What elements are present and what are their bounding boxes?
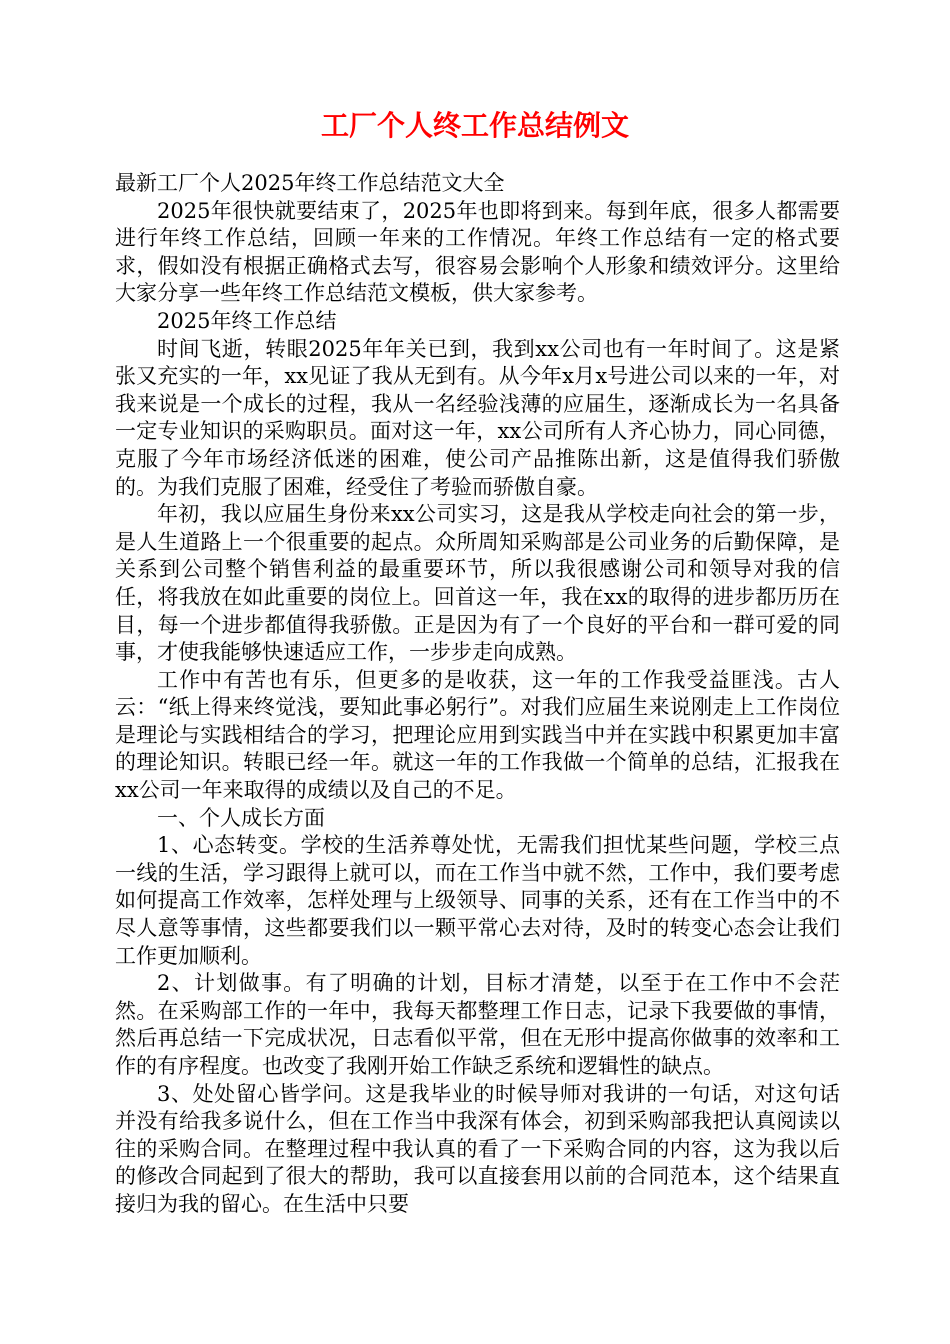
paragraph: 3、处处留心皆学问。这是我毕业的时候导师对我讲的一句话，对这句话并没有给我多说什么，但在工作当中我深有体会，初到采购部我把认真阅读以往的采购合同。在整理过程中我认真的看了一下采购合同的内容，这为我以后的修改合同起到了很大的帮助，我可以直接套用以前的合同范本，这个结果直接归为我的留心。在生活中只要: [115, 1081, 840, 1216]
paragraph: 时间飞逝，转眼2025年年关已到，我到xx公司也有一年时间了。这是紧张又充实的一年，xx见证了我从无到有。从今年x月x号进公司以来的一年，对我来说是一个成长的过程，我从一名经验浅薄的应届生，逐渐成长为一名具备一定专业知识的采购职员。面对这一年，xx公司所有人齐心协力，同心同德，克服了今年市场经济低迷的困难，使公司产品推陈出新，这是值得我们骄傲的。为我们克服了困难，经受住了考验而骄傲自豪。: [115, 336, 840, 499]
paragraph: 2、计划做事。有了明确的计划，目标才清楚，以至于在工作中不会茫然。在采购部工作的一年中，我每天都整理工作日志，记录下我要做的事情，然后再总结一下完成状况，日志看似平常，但在无形中提高你做事的效率和工作的有序程度。也改变了我刚开始工作缺乏系统和逻辑性的缺点。: [115, 971, 840, 1078]
paragraph: 最新工厂个人2025年终工作总结范文大全: [115, 171, 505, 195]
paragraph: 1、心态转变。学校的生活养尊处忧，无需我们担忧某些问题，学校三点一线的生活，学习跟得上就可以，而在工作当中就不然，工作中，我们要考虑如何提高工作效率，怎样处理与上级领导、同事的关系，还有在工作当中的不尽人意等事情，这些都要我们以一颗平常心去对待，及时的转变心态会让我们工作更加顺利。: [115, 833, 840, 968]
section-heading: 2025年终工作总结: [157, 308, 337, 333]
document-body: [115, 170, 840, 1219]
paragraph: 2025年很快就要结束了，2025年也即将到来。每到年底，很多人都需要进行年终工作总结，回顾一年来的工作情况。年终工作总结有一定的格式要求，假如没有根据正确格式去写，很容易会影响个人形象和绩效评分。这里给大家分享一些年终工作总结范文模板，供大家参考。: [115, 198, 840, 306]
document-title: 工厂个人终工作总结例文: [320, 109, 629, 142]
section-heading: 一、个人成长方面: [157, 805, 325, 830]
paragraph: 年初，我以应届生身份来xx公司实习，这是我从学校走向社会的第一步，是人生道路上一个很重要的起点。众所周知采购部是公司业务的后勤保障，是关系到公司整个销售利益的最重要环节，所以我很感谢公司和领导对我的信任，将我放在如此重要的岗位上。回首这一年，我在xx的取得的进步都历历在目，每一个进步都值得我骄傲。正是因为有了一个良好的平台和一群可爱的同事，才使我能够快速适应工作，一步步走向成熟。: [115, 502, 840, 665]
paragraph: 工作中有苦也有乐，但更多的是收获，这一年的工作我受益匪浅。古人云：“纸上得来终觉浅，要知此事必躬行”。对我们应届生来说刚走上工作岗位是理论与实践相结合的学习，把理论应用到实践当中并在实践中积累更加丰富的理论知识。转眼已经一年。就这一年的工作我做一个简单的总结，汇报我在xx公司一年来取得的成绩以及自己的不足。: [115, 667, 840, 803]
